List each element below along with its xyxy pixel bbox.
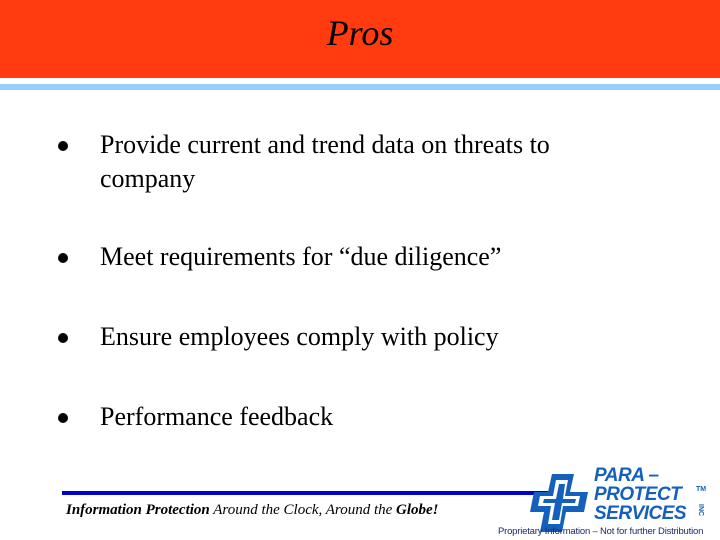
bullet-text: Ensure employees comply with policy — [100, 322, 499, 351]
logo-trademark: TM — [696, 486, 707, 493]
bullet-text: Performance feedback — [100, 402, 334, 431]
bullet-text: Meet requirements for “due diligence” — [100, 242, 502, 271]
title-divider — [0, 84, 720, 90]
footer-divider — [62, 491, 556, 495]
logo-line-3: SERVICES — [594, 503, 687, 524]
bullet-dot-icon — [58, 413, 68, 423]
tagline-end: Globe! — [396, 502, 439, 518]
tagline-middle: Around the Clock, Around the — [209, 502, 397, 518]
logo-line-1: PARA – — [594, 465, 659, 486]
medical-cross-icon — [530, 472, 592, 534]
tagline-emphasis: Information Protection — [66, 502, 210, 518]
logo-line-2: PROTECT — [594, 484, 682, 505]
slide-title: Pros — [326, 13, 394, 53]
logo-wordmark — [594, 466, 714, 523]
footer-tagline — [66, 502, 506, 519]
proprietary-notice: Proprietary Information – Not for further Distribution — [498, 526, 704, 537]
bullet-dot-icon — [58, 333, 68, 343]
bullet-dot-icon — [58, 141, 68, 151]
logo-inc: INC — [697, 504, 704, 517]
bullet-text: Provide current and trend data on threats to company — [100, 130, 550, 193]
bullet-dot-icon — [58, 253, 68, 263]
